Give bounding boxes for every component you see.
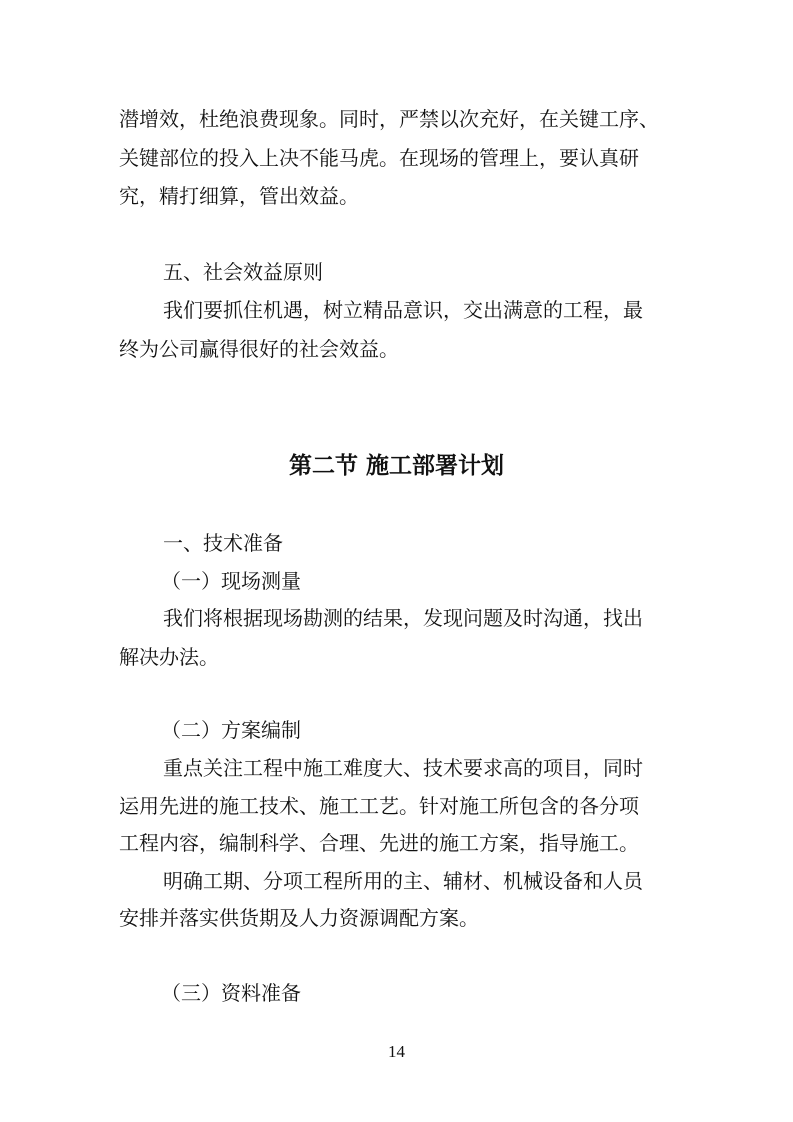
paragraph-line: 工程内容，编制科学、合理、先进的施工方案，指导施工。 [119, 831, 639, 855]
technical-preparation-title: 一、技术准备 [163, 531, 283, 555]
document-preparation-title: （三）资料准备 [161, 981, 301, 1005]
paragraph-line: 我们将根据现场勘测的结果，发现问题及时沟通，找出 [163, 606, 643, 630]
paragraph-line: 潜增效，杜绝浪费现象。同时，严禁以次充好，在关键工序、 [119, 107, 659, 131]
plan-compilation-title: （二）方案编制 [161, 718, 301, 742]
page-number: 14 [388, 1042, 405, 1061]
paragraph-line: 安排并落实供货期及人力资源调配方案。 [119, 906, 479, 930]
site-survey-title: （一）现场测量 [161, 569, 301, 593]
paragraph-line: 明确工期、分项工程所用的主、辅材、机械设备和人员 [163, 869, 643, 893]
paragraph-line: 我们要抓住机遇，树立精品意识，交出满意的工程，最 [163, 298, 643, 322]
paragraph-line: 究，精打细算，管出效益。 [119, 184, 359, 208]
paragraph-line: 终为公司赢得很好的社会效益。 [119, 337, 399, 361]
paragraph-line: 重点关注工程中施工难度大、技术要求高的项目，同时 [163, 756, 643, 780]
principle-five-title: 五、社会效益原则 [163, 260, 323, 284]
paragraph-line: 解决办法。 [119, 645, 219, 669]
paragraph-line: 运用先进的施工技术、施工工艺。针对施工所包含的各分项 [119, 794, 639, 818]
section-heading: 第二节 施工部署计划 [288, 453, 504, 479]
paragraph-line: 关键部位的投入上决不能马虎。在现场的管理上，要认真研 [119, 146, 639, 170]
